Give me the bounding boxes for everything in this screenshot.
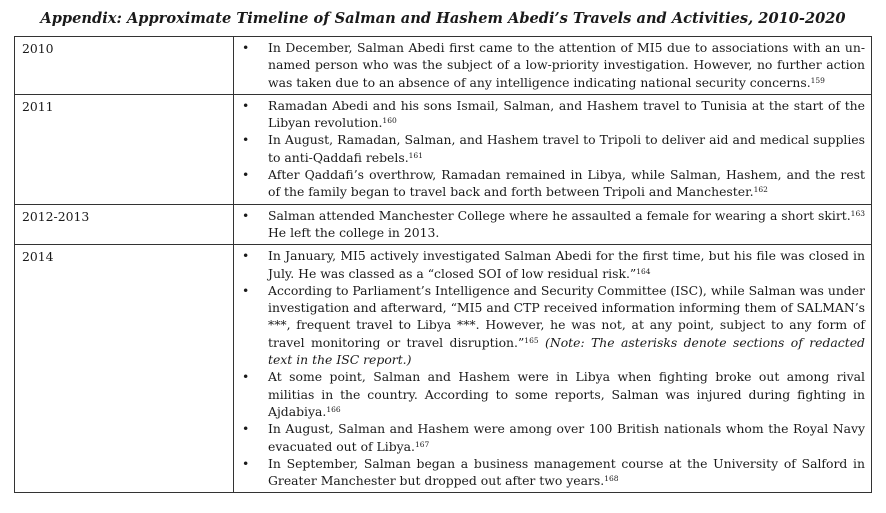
event-list (240, 39, 865, 91)
timeline-row-2010 (15, 37, 872, 95)
event-text: After Qaddafi’s overthrow, Ramadan remained in Libya, while Salman, Hashem, and the rest of the family began to travel back and forth between Tripoli and Manchester. (268, 167, 865, 200)
timeline-table (14, 36, 872, 493)
timeline-row-2014 (15, 245, 872, 493)
event-list (240, 97, 865, 201)
event-item (240, 455, 865, 490)
event-list (240, 247, 865, 489)
event-item (240, 39, 865, 91)
event-item (240, 97, 865, 132)
year-cell: 2012-2013 (15, 204, 234, 245)
footnote-marker: 166 (326, 404, 341, 414)
timeline-row-2011 (15, 94, 872, 204)
event-text: Ramadan Abedi and his sons Ismail, Salman, and Hashem travel to Tunisia at the start of the Libyan revolution. (268, 97, 865, 131)
footnote-marker: 161 (408, 150, 423, 160)
event-text: At some point, Salman and Hashem were in Libya when fighting broke out among rival militias in the country. According to some reports, Salman was injured during fighting in Ajdabiya. (268, 369, 865, 419)
footnote-marker: 168 (604, 474, 619, 484)
event-item (240, 131, 865, 166)
event-text: In December, Salman Abedi first came to the attention of MI5 due to associations with an unnamed person who was the subject of a low-priority investigation. However, no further action was taken due to an absence of any intelligence indicating national security concerns. (268, 40, 865, 90)
footnote-marker: 159 (810, 75, 825, 85)
year-cell: 2014 (15, 245, 234, 493)
footnote-marker: 160 (382, 116, 397, 126)
event-item (240, 282, 865, 368)
editorial-note: (Note: The asterisks denote sections of redacted text in the ISC report.) (268, 334, 865, 368)
footnote-marker: 165 (524, 335, 539, 345)
event-text: Salman attended Manchester College where he assaulted a female for wearing a short skirt. (268, 207, 851, 223)
footnote-marker: 162 (753, 185, 768, 195)
event-text-continued: He left the college in 2013. (268, 224, 440, 240)
event-text: According to Parliament’s Intelligence and Security Committee (ISC), while Salman was under investigation and afterward, “MI5 and CTP received information informing them of SALMAN’s ***, frequent travel to Libya ***. However, he was not, at any point, subject to any form of travel monitoring or travel disruption.” (268, 282, 865, 350)
footnote-marker: 163 (850, 208, 865, 218)
table-caption: Appendix: Approximate Timeline of Salman and Hashem Abedi’s Travels and Activities, 2010-2020 (40, 10, 846, 27)
event-item (240, 166, 865, 201)
year-cell: 2010 (15, 37, 234, 95)
event-text: In August, Salman and Hashem were among over 100 British nationals whom the Royal Navy evacuated out of Libya. (268, 421, 865, 454)
event-text: In September, Salman began a business management course at the University of Salford in Greater Manchester but dropped out after two years. (268, 455, 865, 489)
timeline-row-2012-2013 (15, 204, 872, 245)
footnote-marker: 167 (415, 439, 430, 449)
event-item (240, 420, 865, 455)
event-list (240, 207, 865, 242)
event-text: In August, Ramadan, Salman, and Hashem travel to Tripoli to deliver aid and medical supplies to anti-Qaddafi rebels. (268, 132, 865, 165)
event-item (240, 247, 865, 282)
event-item (240, 368, 865, 420)
events-cell (234, 37, 872, 95)
footnote-marker: 164 (636, 266, 651, 276)
event-text: In January, MI5 actively investigated Salman Abedi for the first time, but his file was closed in July. He was classed as a “closed SOI of low residual risk.” (268, 248, 865, 281)
events-cell (234, 245, 872, 493)
events-cell (234, 204, 872, 245)
events-cell (234, 94, 872, 204)
year-cell: 2011 (15, 94, 234, 204)
event-item (240, 207, 865, 242)
